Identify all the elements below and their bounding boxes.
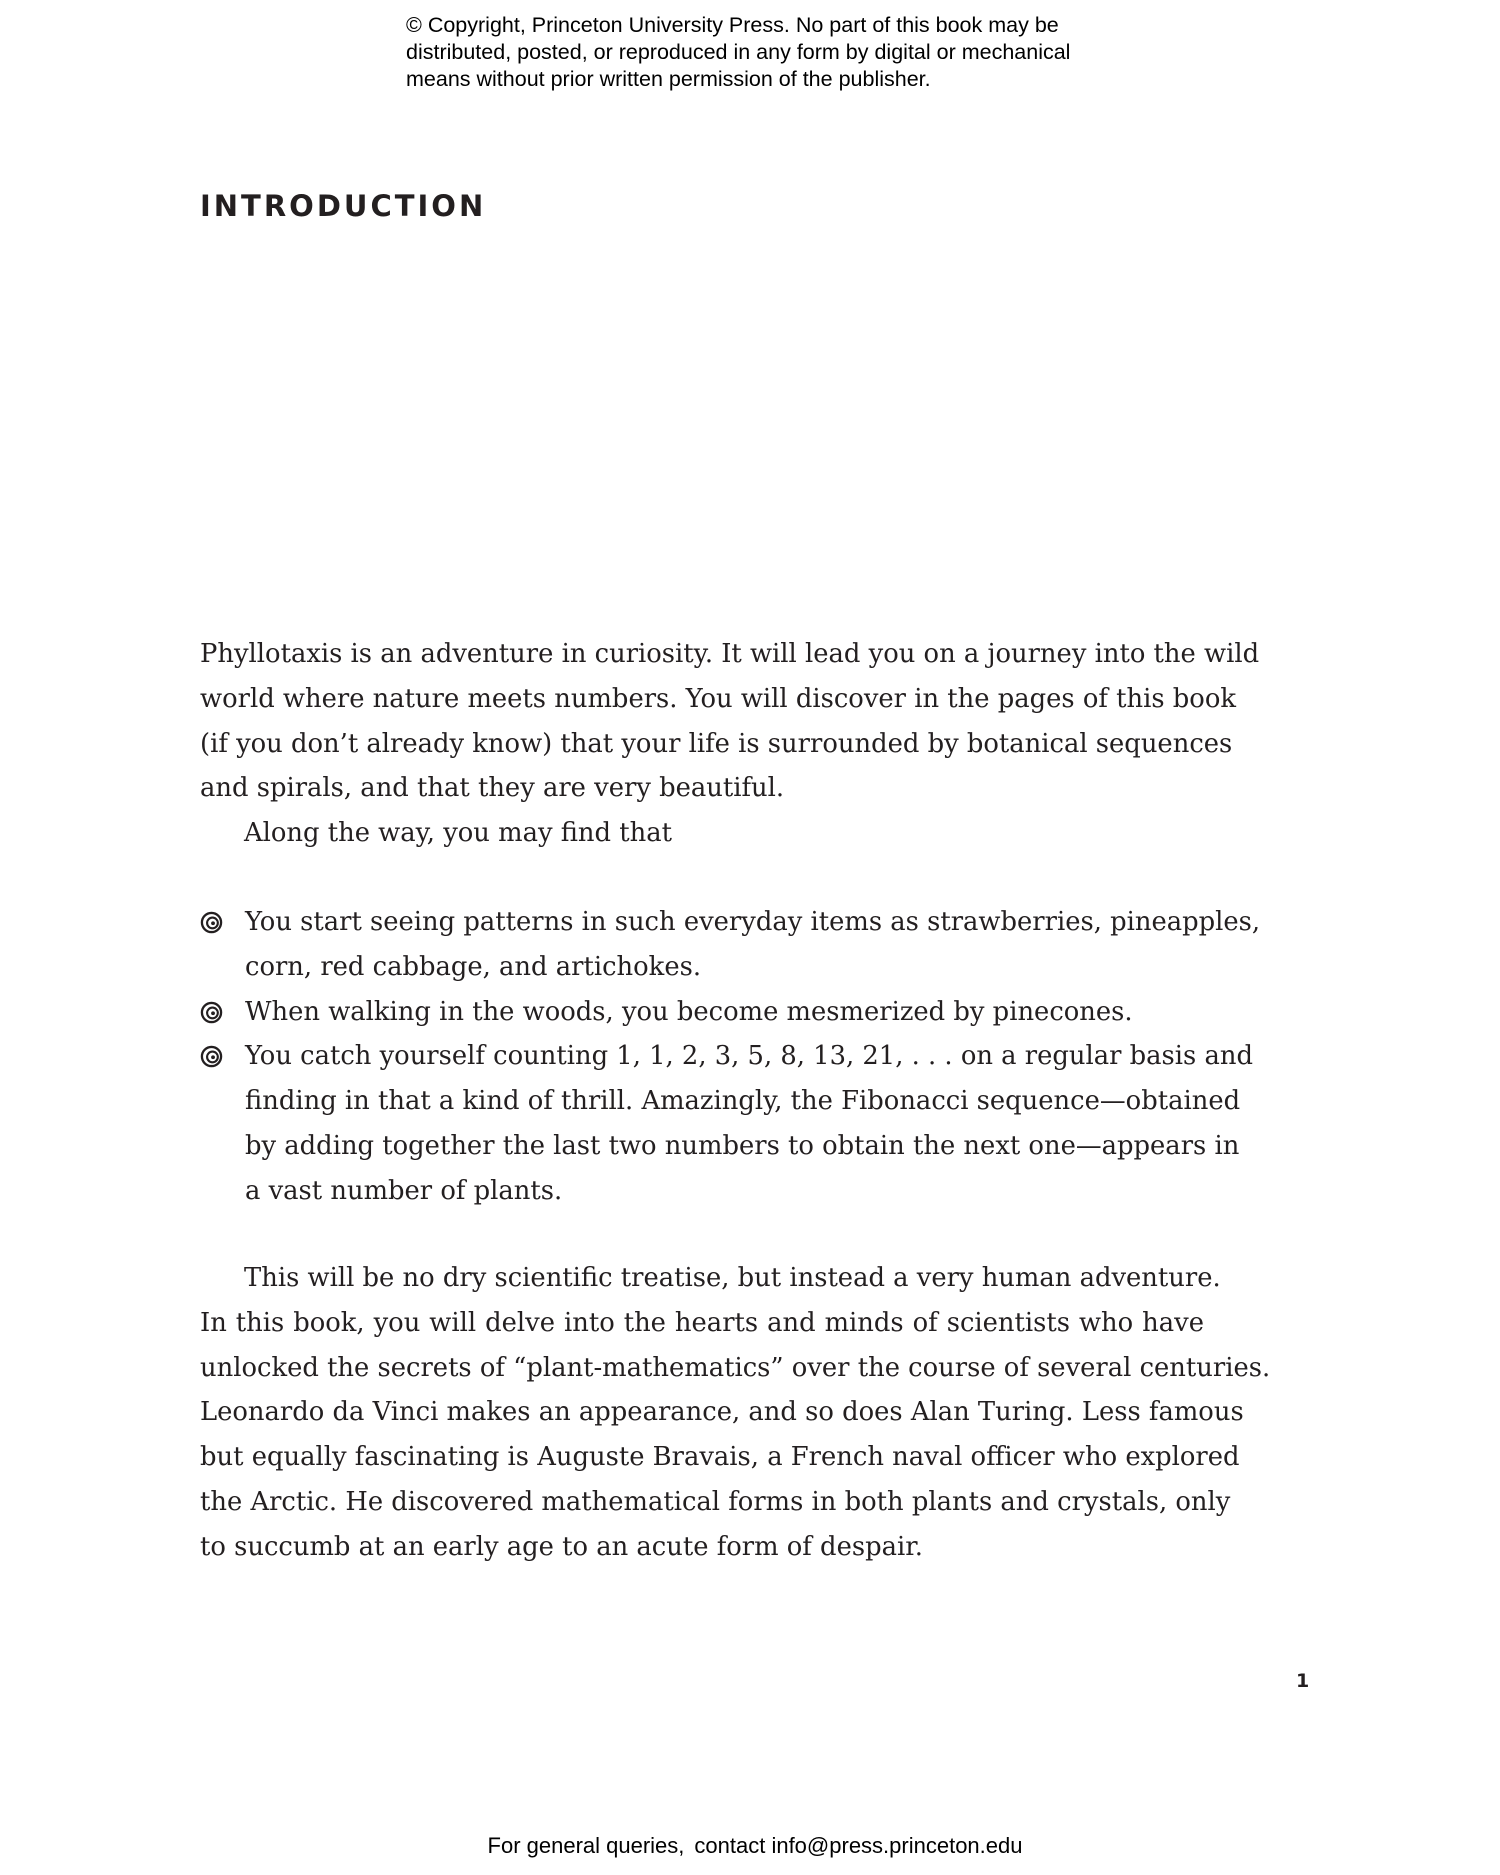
copyright-notice [406,12,1126,93]
text-line: You start seeing patterns in such everyday items as strawberries, pineapples, [245,907,1261,937]
list-item [200,900,1261,990]
list-item [200,1034,1253,1213]
contact-email-text: contact info@press.princeton.edu [694,1833,1023,1858]
text-line: by adding together the last two numbers to obtain the next one—appears in [245,1130,1240,1161]
bullet-list [200,900,1261,1214]
copyright-line: means without prior written permission of the publisher. [406,67,931,91]
text-line: In this book, you will delve into the hearts and minds of scientists who have [200,1307,1204,1338]
contact-footer [0,1832,1500,1860]
text-line: and spirals, and that they are very beautiful. [200,773,785,804]
text-line: This will be no dry scientific treatise, but instead a very human adventure. [244,1263,1221,1293]
contact-prefix: For general queries, [487,1833,685,1858]
text-line: to succumb at an early age to an acute form of despair. [200,1531,923,1562]
text-line: Phyllotaxis is an adventure in curiosity. It will lead you on a journey into the wild [200,639,1260,669]
text-line: Along the way, you may find that [244,818,672,849]
text-line: corn, red cabbage, and artichokes. [245,951,702,982]
list-item [200,990,1204,1035]
intro-paragraph [200,632,1260,856]
text-line: finding in that a kind of thrill. Amazingly, the Fibonacci sequence—obtained [245,1086,1241,1117]
text-line: but equally fascinating is Auguste Bravais, a French naval officer who explored [200,1442,1240,1473]
spiral-icon [200,1045,223,1068]
text-line: Leonardo da Vinci makes an appearance, and so does Alan Turing. Less famous [200,1397,1244,1428]
spiral-icon [200,1001,223,1024]
body-paragraph [200,1256,1271,1570]
text-line: a vast number of plants. [245,1175,563,1206]
text-line: unlocked the secrets of “plant-mathematics” over the course of several centuries. [200,1352,1271,1383]
copyright-line: distributed, posted, or reproduced in any form by digital or mechanical [406,40,1071,64]
spiral-icon [200,911,223,934]
text-line: You catch yourself counting 1, 1, 2, 3, 5, 8, 13, 21, . . . on a regular basis and [245,1041,1253,1072]
chapter-title: INTRODUCTION [200,189,487,223]
text-line: world where nature meets numbers. You will discover in the pages of this book [200,683,1236,714]
text-line: the Arctic. He discovered mathematical forms in both plants and crystals, only [200,1486,1231,1517]
page-number: 1 [1296,1670,1310,1692]
copyright-line: © Copyright, Princeton University Press. No part of this book may be [406,13,1059,37]
text-line: (if you don’t already know) that your life is surrounded by botanical sequences [200,728,1233,759]
text-line: When walking in the woods, you become mesmerized by pinecones. [245,996,1133,1027]
